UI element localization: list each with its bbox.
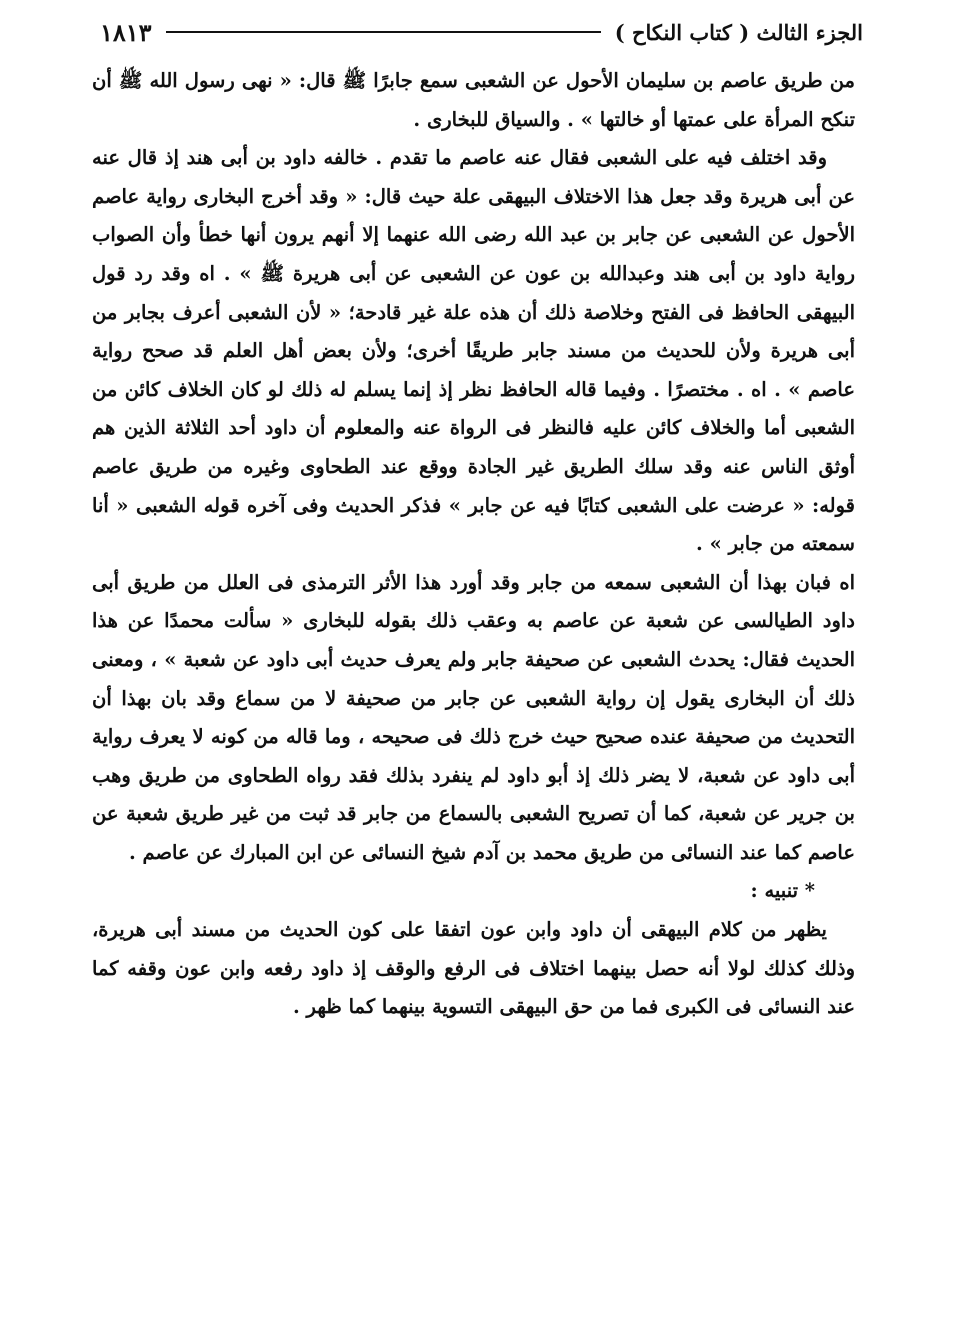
page-header [100,14,863,50]
page-number: ١٨١٣ [100,17,152,47]
running-title: الجزء الثالث ( كتاب النكاح ) [614,19,863,45]
page-body [92,62,855,1027]
paragraph-4: يظهر من كلام البيهقى أن داود وابن عون اتفقا على كون الحديث من مسند أبى هريرة، وذلك كذلك لولا أنه حصل بينهما اختلاف فى الرفع والوقف إذ داود رفعه وابن عون وقفه كما عند النسائى فى الكبرى فما من حق البيهقى التسوية بينهما كما ظهر . [92,918,855,1019]
paragraph-2: وقد اختلف فيه على الشعبى فقال عنه عاصم ما تقدم . خالفه داود بن أبى هند إذ قال عنه عن أبى هريرة وقد جعل هذا الاختلاف البيهقى علة حيث قال: « وقد أخرج البخارى رواية عاصم الأحول عن الشعبى عن جابر بن عبد الله رضى الله عنهما إلا أنهم يرون أنها خطأ وأن الصواب رواية داود بن أبى هند وعبدالله بن عون عن الشعبى عن أبى هريرة ﷺ » . اه وقد رد قول البيهقى الحافظ فى الفتح وخلاصة ذلك أن هذه علة غير قادحة؛ « لأن الشعبى أعرف بجابر من أبى هريرة ولأن للحديث من مسند جابر طريقًا أخرى؛ ولأن بعض أهل العلم قد صحح رواية عاصم » . اه . مختصرًا . وفيما قاله الحافظ نظر إذ إنما يسلم له ذلك لو كان الخلاف كائن من الشعبى أما والخلاف كائن عليه فالنظر فى الرواة عنه والمعلوم أن داود أحد الثلاثة الذين هم أوثق الناس عنه وقد سلك الطريق غير الجادة ووقع عند الطحاوى وغيره من طريق عاصم قوله: « عرضت على الشعبى كتابًا فيه عن جابر » فذكر الحديث وفى آخره قوله الشعبى « أنا سمعته من جابر » . [92,146,855,556]
header-rule [166,31,601,33]
paragraph-1: من طريق عاصم بن سليمان الأحول عن الشعبى سمع جابرًا ﷺ قال: « نهى رسول الله ﷺ أن تنكح المرأة على عمتها أو خالتها » . والسياق للبخارى . [92,69,855,131]
paragraph-3: اه فبان بهذا أن الشعبى سمعه من جابر وقد أورد هذا الأثر الترمذى فى العلل من طريق أبى داود الطيالسى عن شعبة عن عاصم به وعقب ذلك بقوله للبخارى « سألت محمدًا عن هذا الحديث فقال: يحدث الشعبى عن صحيفة جابر ولم يعرف حديث أبى داود عن شعبة » ، ومعنى ذلك أن البخارى يقول إن رواية الشعبى عن جابر من صحيفة لا من سماع وقد بان بهذا أن التحديث من صحيفة عنده صحيح حيث خرج ذلك فى صحيحه ، وما قاله من كونه لا يعرف رواية أبى داود عن شعبة، لا يضر ذلك إذ أبو داود لم ينفرد بذلك فقد رواه الطحاوى من طريق وهب بن جرير عن شعبة، كما أن تصريح الشعبى بالسماع من جابر قد ثبت من غير طريق شعبة عن عاصم كما عند النسائى من طريق محمد بن آدم شيخ النسائى عن ابن المبارك عن عاصم . [92,570,855,864]
note-heading: * تنبيه : [750,879,815,903]
